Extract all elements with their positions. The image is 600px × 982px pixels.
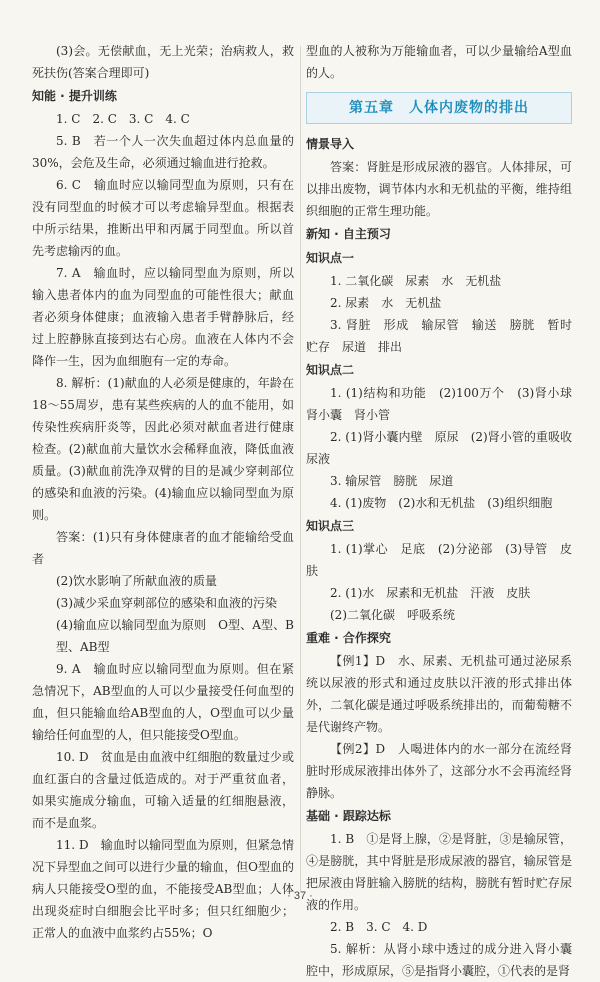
answer-paragraph: (2)饮水影响了所献血液的质量 (56, 574, 217, 588)
column-divider (300, 46, 301, 891)
answer-paragraph: 1. (1)掌心 足底 (2)分泌部 (3)导管 皮肤 (306, 542, 572, 578)
answer-paragraph: 2. 尿素 水 无机盐 (330, 296, 442, 310)
answer-paragraph: 11. D 输血时以输同型血为原则，但紧急情况下异型血之间可以进行少量的输血，但O型血的病人只能接受O型的血，不能接受AB型血；人体出现炎症时白细胞会比平时多；但只红细胞少；正常人的血液中血浆约占55%；O (32, 838, 294, 940)
answer-paragraph: 9. A 输血时应以输同型血为原则。但在紧急情况下，AB型血的人可以少量接受任何血型的血，但只能输血给AB型血的人，O型血可以少量输给任何血型的人，但只能接受O型血。 (32, 662, 294, 742)
chapter-title: 第五章 人体内废物的排出 (306, 92, 572, 124)
answer-paragraph: 5. B 若一个人一次失血超过体内总血量的30%，会危及生命，必须通过输血进行抢救。 (32, 134, 294, 170)
answer-paragraph: 1. 二氧化碳 尿素 水 无机盐 (330, 274, 502, 288)
answer-paragraph: 2. (1)肾小囊内壁 原尿 (2)肾小管的重吸收 尿液 (306, 430, 585, 466)
section-heading: 知识点三 (306, 519, 355, 533)
page-number: · 37 · (287, 890, 313, 902)
answer-paragraph: 2. (1)水 尿素和无机盐 汗液 皮肤 (330, 586, 531, 600)
answer-paragraph: 答案：肾脏是形成尿液的器官。人体排尿，可以排出废物，调节体内水和无机盐的平衡，维持组织细胞的正常生理功能。 (306, 160, 572, 218)
section-heading: 知识点二 (306, 363, 355, 377)
answer-paragraph: 【例1】D 水、尿素、无机盐可通过泌尿系统以尿液的形式和通过皮肤以汗液的形式排出体外，二氧化碳是通过呼吸系统排出的，而葡萄糖不是代谢终产物。 (306, 654, 572, 734)
section-heading: 基础 · 跟踪达标 (306, 809, 391, 823)
section-heading: 新知 · 自主预习 (306, 227, 391, 241)
answer-paragraph: (3)减少采血穿刺部位的感染和血液的污染 (56, 596, 277, 610)
answer-paragraph: 5. 解析：从肾小球中透过的成分进入肾小囊腔中，形成原尿，⑤是指肾小囊腔，①代表的是肾 (306, 942, 572, 978)
answer-paragraph: 4. (1)废物 (2)水和无机盐 (3)组织细胞 (330, 496, 553, 510)
answer-paragraph: 1. (1)结构和功能 (2)100万个 (3)肾小球 肾小囊 肾小管 (306, 386, 585, 422)
answer-paragraph: 1. B ①是肾上腺，②是肾脏，③是输尿管，④是膀胱，其中肾脏是形成尿液的器官，输尿管是把尿液由肾脏输入膀胱的结构，膀胱有暂时贮存尿液的作用。 (306, 832, 572, 912)
section-heading: 知能 · 提升训练 (32, 89, 117, 103)
section-heading: 情景导入 (306, 137, 355, 151)
answer-paragraph: 【例2】D 人喝进体内的水一部分在流经肾脏时形成尿液排出体外了，这部分水不会再流经肾静脉。 (306, 742, 572, 800)
answer-paragraph: 2. B 3. C 4. D (330, 920, 428, 934)
answer-paragraph: 答案：(1)只有身体健康者的血才能输给受血者 (32, 530, 294, 566)
answer-paragraph: 7. A 输血时，应以输同型血为原则，所以输入患者体内的血为同型血的可能性很大；献血者必须身体健康；血液输入患者手臂静脉后，经过上腔静脉直接到达右心房。血液在人体内不会降作一生，因为血细胞有一定的寿命。 (32, 266, 294, 368)
answer-paragraph: 8. 解析：(1)献血的人必须是健康的，年龄在18～55周岁，患有某些疾病的人的血不能用，如传染性疾病肝炎等，因此必须对献血者进行健康检查。(2)献血前大量饮水会稀释血液，降低血液质量。(3)献血前洗净双臂的目的是减少穿刺部位的感染和血液的污染。(4)输血应以输同型血为原则。 (32, 376, 294, 522)
answer-paragraph: (3)会。无偿献血，无上光荣；治病救人，救死扶伤(答案合理即可) (32, 44, 294, 80)
left-column (32, 40, 294, 944)
right-column (306, 40, 585, 982)
answer-paragraph: 3. 肾脏 形成 输尿管 输送 膀胱 暂时贮存 尿道 排出 (306, 318, 572, 354)
section-heading: 知识点一 (306, 251, 355, 265)
answer-paragraph: 3. 输尿管 膀胱 尿道 (330, 474, 454, 488)
answer-paragraph: 10. D 贫血是由血液中红细胞的数量过少或血红蛋白的含量过低造成的。对于严重贫血者，如果实施成分输血，可输入适量的红细胞悬液，而不是血浆。 (32, 750, 294, 830)
answer-paragraph: 1. C 2. C 3. C 4. C (56, 112, 190, 126)
answer-paragraph: 型血的人被称为万能输血者，可以少量输给A型血的人。 (306, 44, 572, 80)
answer-paragraph: (4)输血应以输同型血为原则 O型、A型、B型、AB型 (56, 618, 294, 654)
answer-paragraph: 6. C 输血时应以输同型血为原则，只有在没有同型血的时候才可以考虑输异型血。根据表中所示结果，推断出甲和丙属于同型血。所以首先考虑输丙的血。 (32, 178, 294, 258)
section-heading: 重难 · 合作探究 (306, 631, 391, 645)
answer-paragraph: (2)二氧化碳 呼吸系统 (330, 608, 455, 622)
